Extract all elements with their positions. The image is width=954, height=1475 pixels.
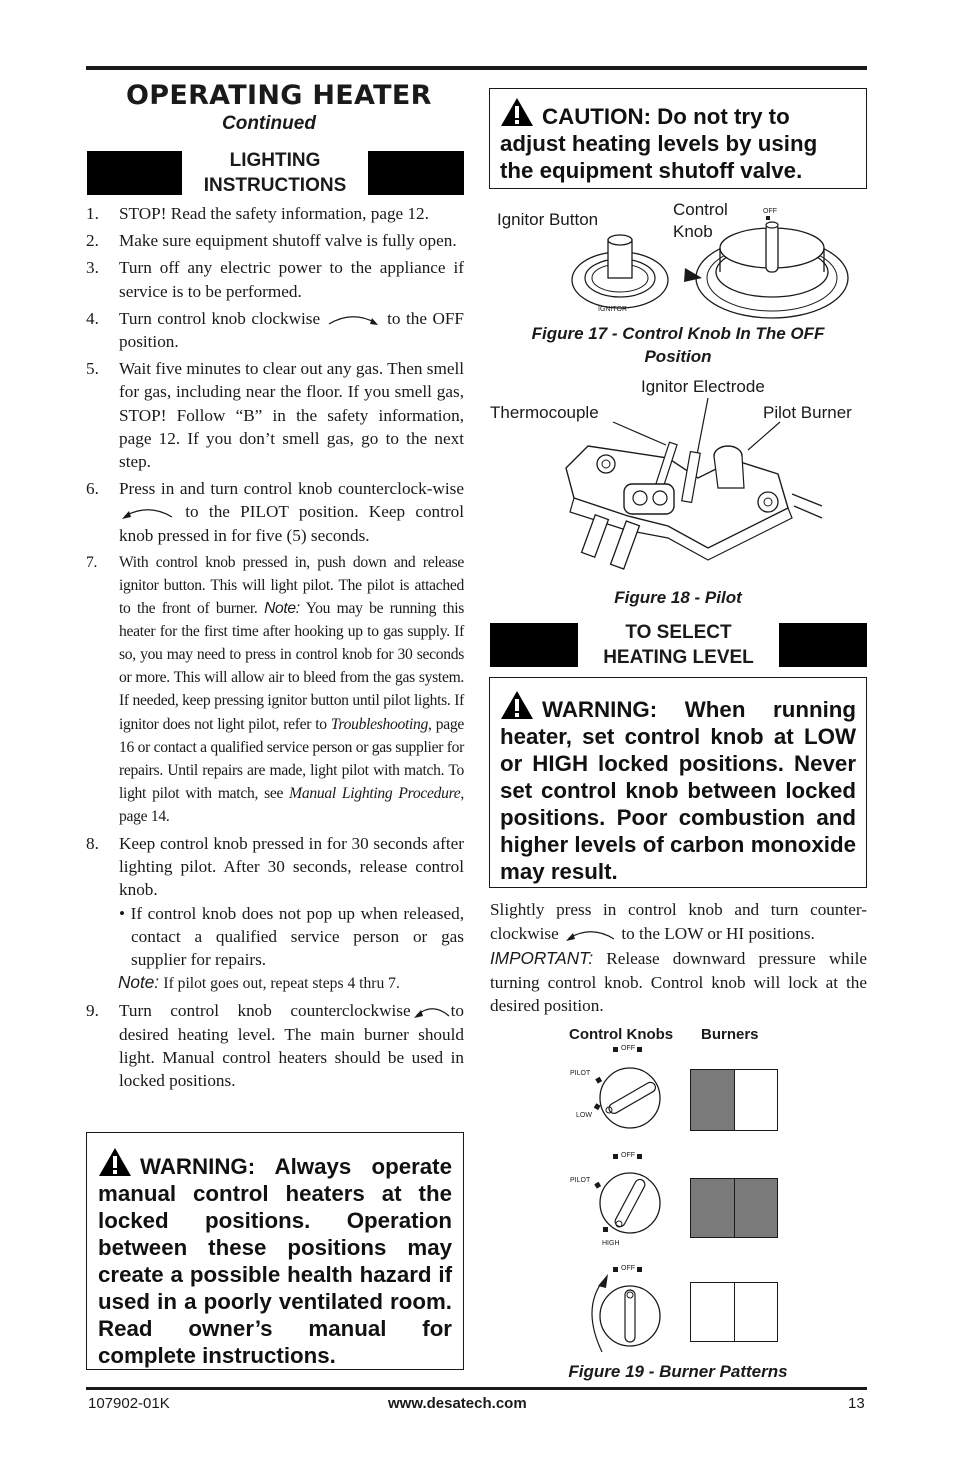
step-item (86, 202, 464, 225)
banner-line-2: INSTRUCTIONS (203, 175, 347, 196)
off-label: OFF (621, 1265, 635, 1272)
warning-triangle-icon (500, 690, 534, 720)
knob-off (580, 1260, 670, 1360)
step-note (118, 971, 464, 995)
troubleshooting-ref: Troubleshooting (330, 715, 429, 733)
counterclockwise-arrow-icon (563, 927, 617, 943)
step-number: 8. (86, 833, 99, 853)
banner-bar-right (779, 623, 867, 667)
figure-19-caption: Figure 19 - Burner Patterns (568, 1362, 788, 1381)
bottom-rule (86, 1387, 867, 1390)
step-text-cont: You may be running this heater for the first time after hooking up to gas supply. If so, you may need to press in control knob for 30 seconds or more. This will allow air to bleed from the gas system. If needed, keep pressing ignitor button until pilot lights. If ignitor does not light pilot, refer to (119, 600, 464, 733)
step-item (86, 477, 464, 547)
warning-paragraph (98, 1147, 452, 1369)
banner-line-1: TO SELECT (625, 622, 732, 643)
banner-text (578, 623, 779, 667)
step-number: 6. (86, 479, 99, 499)
burner-left-on (691, 1070, 735, 1130)
figure-17-caption-line-2: Position (644, 347, 712, 366)
burner-pattern-pilot-high (690, 1178, 778, 1238)
burner-left-on (691, 1179, 735, 1237)
manual-lighting-ref: Manual Lighting Procedure (289, 784, 461, 802)
counterclockwise-arrow-icon (411, 1004, 451, 1020)
burner-right-off (735, 1070, 777, 1130)
website-url: www.desatech.com (388, 1395, 527, 1412)
select-heating-banner (490, 623, 867, 667)
lighting-steps-list (86, 202, 464, 1096)
figure-17-caption (489, 322, 867, 368)
knob-pilot-low (560, 1040, 670, 1132)
ignitor-button-label: Ignitor Button (497, 210, 599, 229)
page-title: OPERATING HEATER (126, 80, 432, 111)
banner-text (182, 151, 368, 195)
step-number: 5. (86, 359, 99, 379)
pilot-label: PILOT (570, 1070, 591, 1077)
step-text: Keep control knob pressed in for 30 seconds after lighting pilot. After 30 seconds, release control knob. (119, 833, 464, 900)
step-text: Turn control knob counterclockwise (119, 1001, 411, 1021)
step-number: 1. (86, 204, 99, 223)
warning-box-left (86, 1132, 464, 1370)
select-instructions (490, 898, 867, 945)
warning-triangle-icon (98, 1147, 132, 1177)
banner-line-2: HEATING LEVEL (603, 647, 754, 668)
top-rule (86, 66, 867, 70)
low-label: LOW (576, 1112, 592, 1119)
step-number: 9. (86, 1001, 99, 1021)
burner-right-on (735, 1179, 777, 1237)
banner-bar-left (87, 151, 182, 195)
knob-pilot-high (560, 1147, 670, 1243)
off-label: OFF (621, 1045, 635, 1052)
select-text-cont: to the LOW or HI positions. (621, 923, 815, 943)
burner-pattern-off (690, 1282, 778, 1342)
pilot-burner-label: Pilot Burner (763, 403, 852, 422)
caution-text: CAUTION: Do not try to adjust heating levels by using the equipment shutoff valve. (500, 104, 818, 183)
page-number: 13 (848, 1395, 865, 1412)
step-number: 7. (86, 553, 98, 571)
warning-triangle-icon (500, 97, 534, 127)
note-label: Note: (264, 600, 300, 618)
banner-line-1: LIGHTING (229, 150, 321, 171)
ignitor-electrode-label: Ignitor Electrode (641, 377, 765, 396)
control-knob-label-1: Control (673, 200, 728, 219)
control-knob-illustration (560, 212, 870, 322)
caution-paragraph (500, 97, 856, 184)
control-knob-label-2: Knob (673, 222, 713, 241)
figure-17-caption-line-1: Figure 17 - Control Knob In The OFF (531, 324, 825, 343)
step-text-cont-3: , page 14. (119, 784, 465, 825)
thermocouple-label: Thermocouple (490, 403, 599, 422)
step-text: Turn off any electric power to the appliance if service is to be performed. (119, 258, 464, 301)
step-text-cont: to the OFF position. (119, 308, 464, 352)
counterclockwise-arrow-icon (119, 505, 175, 521)
step-item (86, 256, 464, 302)
step-bullet: • If control knob does not pop up when released, contact a qualified service person or gas supplier for repairs. (119, 903, 464, 969)
step-item (86, 307, 464, 353)
figure-18-caption: Figure 18 - Pilot (614, 588, 742, 607)
step-text: Wait five minutes to clear out any gas. Then smell for gas, including near the floor. If you smell gas, STOP! Follow “B” in the safety information, page 12. If you don’t smell gas, go to the next step. (119, 359, 464, 472)
warning-paragraph (500, 690, 856, 885)
pilot-label: PILOT (570, 1177, 591, 1184)
lighting-banner (87, 151, 464, 195)
pilot-assembly-illustration (548, 398, 838, 588)
important-text: Release downward pressure while turning control knob. Control knob will lock at the desired position. (490, 949, 867, 1015)
warning-box-right (489, 677, 867, 888)
burner-left-off (691, 1283, 735, 1341)
warning-text: WARNING: When running heater, set control knob at LOW or HIGH locked positions. Never set control knob between locked positions. Poor combustion and higher levels of carbon monoxide may result. (500, 697, 856, 884)
step-number: 3. (86, 258, 99, 278)
off-label: OFF (763, 208, 777, 215)
clockwise-arrow-icon (326, 312, 382, 328)
ignitor-label: IGNITOR (598, 306, 628, 313)
burner-right-off (735, 1283, 777, 1341)
caution-box (489, 88, 867, 189)
step-item (86, 229, 464, 252)
step-text-cont-2: , page 16 or contact a qualified service person or gas supplier for repairs. Until repairs are made, light pilot with match. To light pilot with match, see (119, 715, 464, 802)
control-knobs-header: Control Knobs (569, 1026, 674, 1043)
step-text-cont: to desired heating level. The main burner should light. Manual control heaters should be used in locked positions. (119, 1001, 464, 1090)
step-text: Press in and turn control knob counterclock-wise (119, 479, 464, 499)
note-text: If pilot goes out, repeat steps 4 thru 7. (163, 975, 400, 993)
burners-header: Burners (701, 1026, 759, 1043)
important-label: IMPORTANT: (490, 948, 594, 968)
step-item (86, 999, 464, 1092)
step-number: 2. (86, 231, 99, 251)
banner-bar-right (368, 151, 464, 195)
step-text: STOP! Read the safety information, page 12. (119, 204, 429, 223)
important-note (490, 947, 867, 1018)
burner-pattern-pilot-low (690, 1069, 778, 1131)
part-number: 107902-01K (88, 1395, 170, 1412)
select-text: Slightly press in control knob and turn counter-clockwise (490, 900, 867, 943)
step-text: Make sure equipment shutoff valve is fully open. (119, 231, 457, 251)
warning-text: WARNING: Always operate manual control heaters at the locked positions. Operation between these positions may create a possible health hazard if used in a poorly ventilated room. Read owner’s manual for complete instructions. (98, 1154, 452, 1368)
page-subtitle: Continued (222, 113, 316, 134)
step-item (86, 357, 464, 473)
step-item (86, 832, 464, 995)
step-text-cont: to the PILOT position. Keep control knob pressed in for five (5) seconds. (119, 502, 465, 545)
banner-bar-left (490, 623, 578, 667)
high-label: HIGH (602, 1240, 620, 1247)
step-text: With control knob pressed in, push down and release ignitor button. This will light pilot. The pilot is attached to the front of burner. (119, 553, 464, 618)
off-label: OFF (621, 1152, 635, 1159)
note-label: Note: (118, 972, 160, 993)
step-item (86, 551, 464, 828)
step-number: 4. (86, 308, 99, 328)
step-text: Turn control knob clockwise (119, 308, 321, 328)
